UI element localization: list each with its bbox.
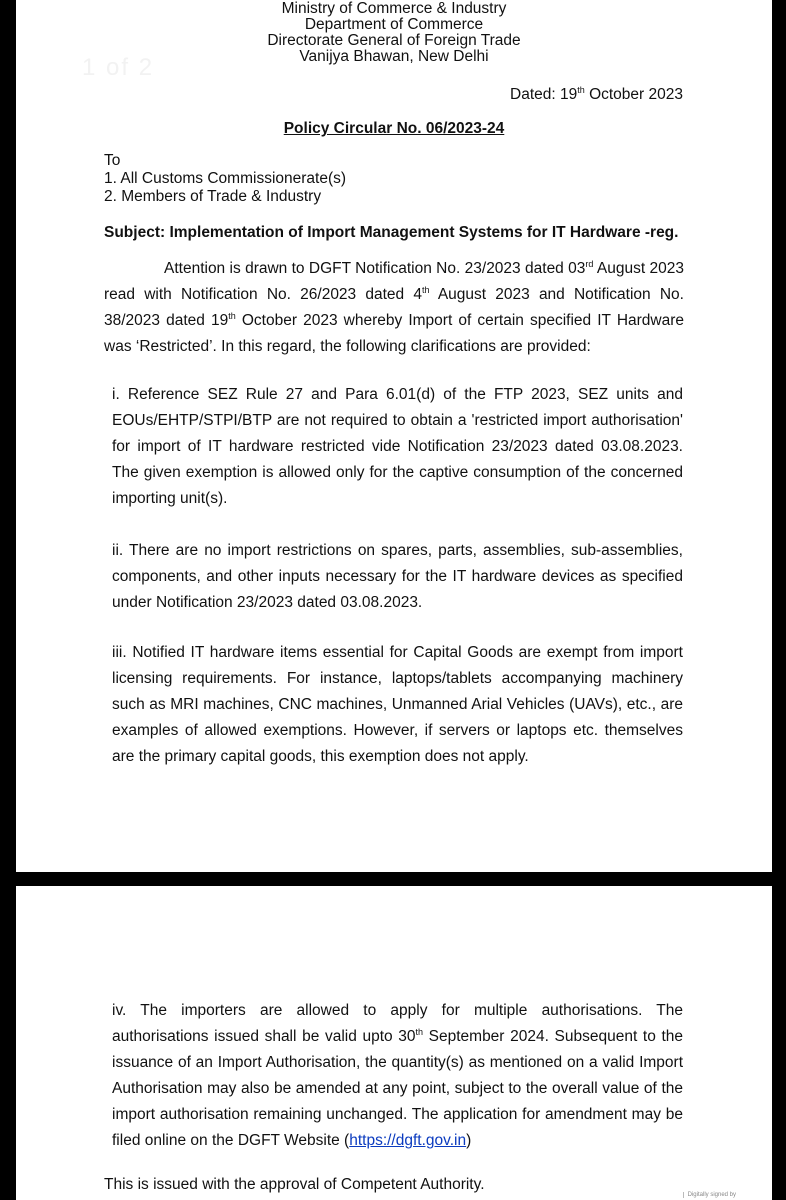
- letterhead-address: Vanijya Bhawan, New Delhi: [299, 48, 489, 65]
- to-label: To: [104, 152, 121, 169]
- dgft-website-link[interactable]: https://dgft.gov.in: [349, 1132, 467, 1149]
- recipient-trade: 2. Members of Trade & Industry: [104, 188, 322, 205]
- signature-stamp: Digitally signed by: [683, 1192, 736, 1198]
- approval-statement: This is issued with the approval of Competent Authority.: [104, 1176, 485, 1193]
- document-page-2: [16, 886, 772, 1200]
- document-date: Dated: 19th October 2023: [510, 84, 683, 103]
- recipient-customs: 1. All Customs Commissionerate(s): [104, 170, 347, 187]
- letterhead-department: Department of Commerce: [304, 16, 484, 33]
- clarification-iv: iv. The importers are allowed to apply for multiple authorisations. The authorisations issued shall be valid upto 30th September 2024. Subsequent to the issuance of an Import Authorisation, the quantity(s) as mentioned on a valid Import Authorisation may also be amended at any point, subject to the overall value of the import authorisation remaining unchanged. The application for amendment may be filed online on the DGFT Website (https://dgft.gov.in): [112, 1002, 683, 1149]
- circular-title: Policy Circular No. 06/2023-24: [283, 120, 505, 137]
- clarification-i: i. Reference SEZ Rule 27 and Para 6.01(d) of the FTP 2023, SEZ units and EOUs/EHTP/STPI/BTP are not required to obtain a 'restricted import authorisation' for import of IT hardware restricted vide Notification 23/2023 dated 03.08.2023. The given exemption is allowed only for the captive consumption of the concerned importing unit(s).: [112, 386, 683, 507]
- clarification-ii: ii. There are no import restrictions on spares, parts, assemblies, sub-assemblies, components, and other inputs necessary for the IT hardware devices as specified under Notification 23/2023 dated 03.08.2023.: [112, 542, 683, 611]
- intro-paragraph: Attention is drawn to DGFT Notification No. 23/2023 dated 03rd August 2023 read with Notification No. 26/2023 dated 4th August 2023 and Notification No. 38/2023 dated 19th October 2023 whereby Import of certain specified IT Hardware was ‘Restricted’. In this regard, the following clarifications are provided:: [104, 258, 685, 355]
- clarification-iii: iii. Notified IT hardware items essential for Capital Goods are exempt from import licensing requirements. For instance, laptops/tablets accompanying machinery such as MRI machines, CNC machines, Unmanned Arial Vehicles (UAVs), etc., are examples of allowed exemptions. However, if servers or laptops etc. themselves are the primary capital goods, this exemption does not apply.: [112, 644, 683, 765]
- document-page-1: [16, 0, 772, 872]
- recipients-block: [104, 152, 346, 206]
- letterhead-directorate: Directorate General of Foreign Trade: [267, 32, 521, 49]
- page-watermark: 1 of 2: [82, 54, 155, 81]
- subject-line: Subject: Implementation of Import Management Systems for IT Hardware -reg.: [104, 224, 679, 241]
- letterhead-ministry: Ministry of Commerce & Industry: [281, 0, 507, 17]
